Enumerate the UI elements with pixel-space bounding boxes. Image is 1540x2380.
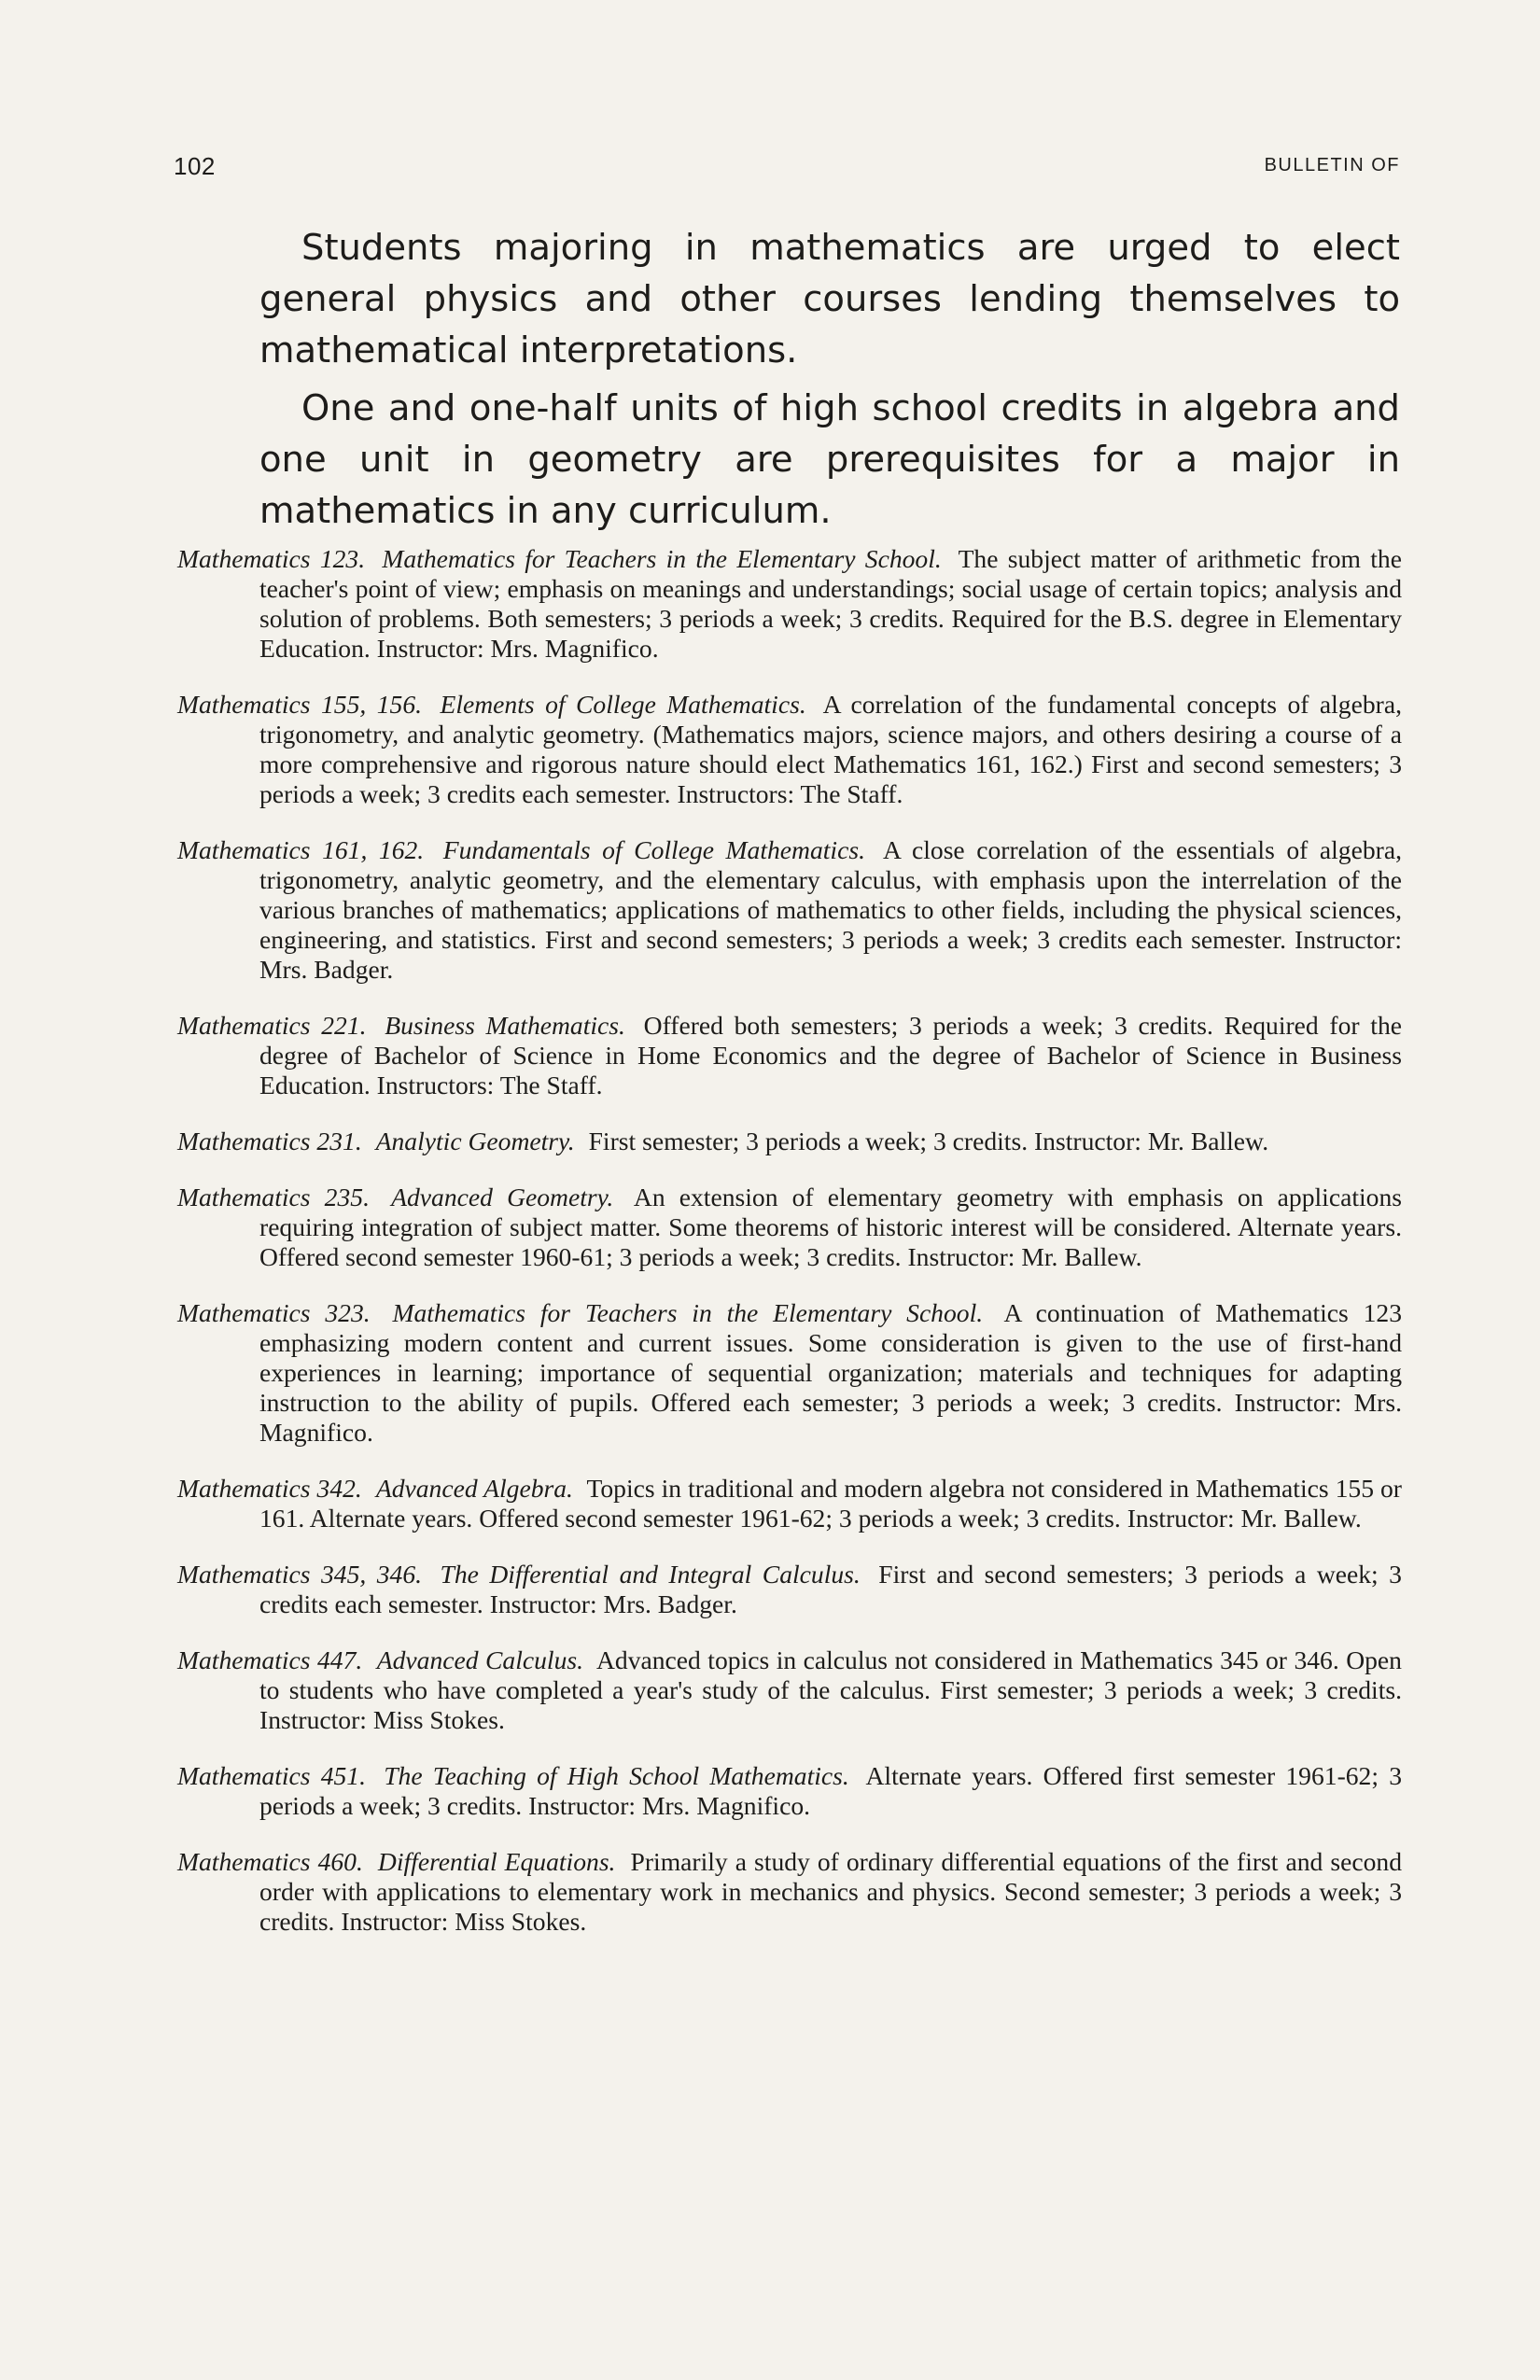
course-code: Mathematics 447.	[177, 1645, 363, 1674]
course-code: Mathematics 235.	[177, 1183, 370, 1211]
course-title: The Differential and Integral Calculus.	[440, 1560, 861, 1589]
course-code: Mathematics 155, 156.	[177, 690, 423, 719]
course-description: Topics in traditional and modern algebra not considered in Mathematics 155 or 161. Alternate years. Offered second semester 1961-62; 3 periods a week; 3 credits. Instructor: Mr. Ballew.	[259, 1474, 1402, 1533]
course-description: A continuation of Mathematics 123 emphasizing modern content and current issues. Some consideration is given to the use of first-hand experiences in learning; importance of sequential organization; materials and techniques for adapting instruction to the ability of pupils. Offered each semester; 3 periods a week; 3 credits. Instructor: Mrs. Magnifico.	[259, 1298, 1402, 1447]
course-title: Business Mathematics.	[385, 1011, 625, 1040]
course-description: Advanced topics in calculus not considered in Mathematics 345 or 346. Open to students who have completed a year's study of the calculus. First semester; 3 periods a week; 3 credits. Instructor: Miss Stokes.	[259, 1645, 1402, 1734]
course-title: Mathematics for Teachers in the Elementary School.	[392, 1298, 984, 1327]
page-number: 102	[174, 152, 216, 180]
course-title: The Teaching of High School Mathematics.	[384, 1761, 849, 1790]
course-title: Differential Equations.	[377, 1847, 616, 1876]
course-description: An extension of elementary geometry with emphasis on applications requiring integration of subject matter. Some theorems of historic interest will be considered. Alternate years. Offered second semester 1960-61; 3 periods a week; 3 credits. Instructor: Mr. Ballew.	[259, 1183, 1402, 1271]
course-code: Mathematics 345, 346.	[177, 1560, 423, 1589]
course-code: Mathematics 231.	[177, 1127, 362, 1155]
course-code: Mathematics 161, 162.	[177, 835, 425, 864]
intro-paragraph-majors: Students majoring in mathematics are urged to elect general physics and other courses lending themselves to mathematical interpretations.	[259, 227, 1400, 371]
course-entry-math-221	[177, 1011, 1402, 1100]
course-description: First and second semesters; 3 periods a week; 3 credits each semester. Instructor: Mrs. Badger.	[259, 1560, 1402, 1618]
course-description: Primarily a study of ordinary differential equations of the first and second order with applications to elementary work in mechanics and physics. Second semester; 3 periods a week; 3 credits. Instructor: Miss Stokes.	[259, 1847, 1402, 1936]
course-entry-math-345-346	[177, 1560, 1402, 1619]
course-entry-math-231	[177, 1127, 1402, 1156]
course-entry-math-447	[177, 1645, 1402, 1735]
course-title: Advanced Algebra.	[375, 1474, 573, 1503]
course-description: Alternate years. Offered first semester 1961-62; 3 periods a week; 3 credits. Instructor: Mrs. Magnifico.	[259, 1761, 1402, 1820]
course-title: Advanced Geometry.	[391, 1183, 614, 1211]
course-title: Fundamentals of College Mathematics.	[442, 835, 865, 864]
course-entry-math-451	[177, 1761, 1402, 1821]
course-list	[177, 544, 1402, 1963]
running-head: BULLETIN OF	[1264, 155, 1400, 175]
course-entry-math-161-162	[177, 835, 1402, 985]
page-header	[174, 152, 1400, 189]
course-title: Mathematics for Teachers in the Elementary School.	[382, 544, 942, 573]
course-code: Mathematics 460.	[177, 1847, 363, 1876]
course-description: A close correlation of the essentials of algebra, trigonometry, analytic geometry, and the elementary calculus, with emphasis upon the interrelation of the various branches of mathematics; applications of mathematics to other fields, including the physical sciences, engineering, and statistics. First and second semesters; 3 periods a week; 3 credits each semester. Instructor: Mrs. Badger.	[259, 835, 1402, 984]
course-entry-math-123	[177, 544, 1402, 664]
course-code: Mathematics 451.	[177, 1761, 366, 1790]
intro-paragraph-prerequisites: One and one-half units of high school credits in algebra and one unit in geometry are prerequisites for a major in mathematics in any curriculum.	[259, 387, 1400, 532]
course-entry-math-342	[177, 1474, 1402, 1533]
course-entry-math-235	[177, 1183, 1402, 1272]
course-title: Advanced Calculus.	[376, 1645, 584, 1674]
course-code: Mathematics 342.	[177, 1474, 362, 1503]
course-code: Mathematics 123.	[177, 544, 366, 573]
course-entry-math-323	[177, 1298, 1402, 1448]
course-code: Mathematics 221.	[177, 1011, 367, 1040]
course-description: Offered both semesters; 3 periods a week; 3 credits. Required for the degree of Bachelor of Science in Home Economics and the degree of Bachelor of Science in Business Education. Instructors: The Staff.	[259, 1011, 1402, 1099]
course-entry-math-155-156	[177, 690, 1402, 809]
course-description: A correlation of the fundamental concepts of algebra, trigonometry, and analytic geometry. (Mathematics majors, science majors, and others desiring a course of a more comprehensive and rigorous nature should elect Mathematics 161, 162.) First and second semesters; 3 periods a week; 3 credits each semester. Instructors: The Staff.	[259, 690, 1402, 808]
course-description: The subject matter of arithmetic from the teacher's point of view; emphasis on meanings and understandings; social usage of certain topics; analysis and solution of problems. Both semesters; 3 periods a week; 3 credits. Required for the B.S. degree in Elementary Education. Instructor: Mrs. Magnifico.	[259, 544, 1402, 663]
course-description: First semester; 3 periods a week; 3 credits. Instructor: Mr. Ballew.	[588, 1127, 1269, 1155]
course-title: Analytic Geometry.	[375, 1127, 575, 1155]
course-entry-math-460	[177, 1847, 1402, 1937]
course-code: Mathematics 323.	[177, 1298, 371, 1327]
course-title: Elements of College Mathematics.	[440, 690, 806, 719]
